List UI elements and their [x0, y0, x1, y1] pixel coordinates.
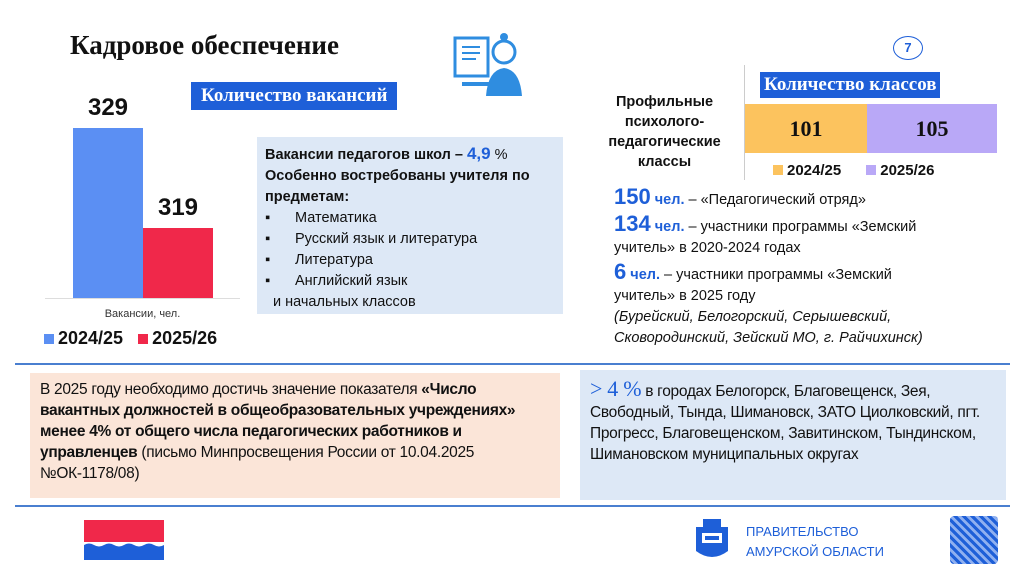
stat-item [614, 186, 1004, 211]
legend-label: 2025/26 [880, 162, 935, 179]
legend-label: 2024/25 [787, 162, 842, 179]
chart-baseline [45, 298, 240, 299]
vacancies-legend [44, 328, 217, 349]
cities-box [580, 370, 1006, 500]
vacancies-heading: Количество вакансий [191, 82, 397, 110]
legend-swatch [866, 165, 876, 175]
divider-line [15, 363, 1010, 365]
region-flag-logo [84, 520, 164, 560]
government-label [746, 522, 884, 562]
stat-number: 134 [614, 211, 651, 236]
page-title: Кадровое обеспечение [70, 30, 339, 60]
subjects-tail: и начальных классов [273, 294, 416, 310]
stat-unit: чел. [654, 219, 685, 235]
stat-text: – участники программы «Земский учитель» в 2025 году [614, 267, 892, 304]
goal-post: (письмо Минпросвещения России от 10.04.2025 №ОК-1178/08) [40, 444, 475, 482]
vacancy-rate-value: 4,9 [466, 144, 491, 163]
coat-of-arms-icon [693, 517, 731, 563]
teacher-icon [452, 30, 524, 100]
classes-value-2025: 105 [867, 104, 997, 153]
classes-value-2024: 101 [745, 104, 867, 153]
bar-value-label: 319 [157, 194, 199, 221]
legend-swatch [44, 334, 54, 344]
vacancies-chart [40, 80, 245, 340]
gov-line2: АМУРСКОЙ ОБЛАСТИ [746, 544, 884, 559]
stat-note: (Бурейский, Белогорский, Серышевский, Сковородинский, Зейский МО, г. Райчихинск) [614, 309, 923, 346]
stat-text: – участники программы «Земский учитель» в 2020-2024 годах [614, 219, 917, 256]
cities-text: в городах Белогорск, Благовещенск, Зея, Свободный, Тында, Шимановск, ЗАТО Циолковский, пгт. Прогресс, Благовещенском, Завитинском, Тындинском, Шимановском муниципальных округах [590, 383, 980, 463]
vacancy-info-box [257, 137, 563, 314]
bullet-icon: ▪ [265, 231, 271, 247]
stats-list [614, 186, 1004, 349]
stat-text: – «Педагогический отряд» [684, 192, 866, 208]
classes-label: Профильные психолого-педагогические классы [608, 94, 721, 170]
cities-percent: > 4 % [590, 376, 642, 401]
subject-label: Английский язык [295, 273, 408, 289]
legend-swatch [138, 334, 148, 344]
bar-2024/25 [73, 128, 143, 298]
subject-item [265, 271, 555, 292]
classes-heading: Количество классов [760, 72, 940, 98]
bullet-icon: ▪ [265, 210, 271, 226]
subject-item [265, 208, 555, 229]
bar-value-label: 329 [87, 94, 129, 121]
legend-label: 2025/26 [152, 328, 218, 348]
bullet-icon: ▪ [265, 252, 271, 268]
subject-item [265, 250, 555, 271]
subject-label: Литература [295, 252, 373, 268]
goal-bold: «Число вакантных должностей в общеобразовательных учреждениях» менее 4% от общего числа педагогических работников и управленцев [40, 381, 516, 461]
subject-label: Математика [295, 210, 377, 226]
classes-legend [773, 162, 934, 179]
stat-number: 6 [614, 259, 627, 284]
subjects-heading: Особенно востребованы учителя по предметам: [265, 168, 530, 205]
stat-number: 150 [614, 184, 651, 209]
stat-unit: чел. [630, 267, 661, 283]
legend-swatch [773, 165, 783, 175]
legend-label: 2024/25 [58, 328, 124, 348]
divider-line [15, 505, 1010, 507]
bar-2025/26 [143, 228, 213, 298]
stat-item [614, 213, 934, 259]
bullet-icon: ▪ [265, 273, 271, 289]
qr-code[interactable] [950, 516, 998, 564]
vacancy-rate-label: Вакансии педагогов школ – [265, 147, 467, 163]
stat-item [614, 261, 934, 307]
page-number: 7 [893, 36, 923, 60]
gov-line1: ПРАВИТЕЛЬСТВО [746, 524, 859, 539]
subject-item [265, 229, 555, 250]
stat-unit: чел. [654, 192, 685, 208]
axis-label: Вакансии, чел. [104, 308, 181, 320]
goal-pre: В 2025 году необходимо достичь значение показателя [40, 381, 422, 398]
percent-sign: % [490, 147, 508, 163]
goal-box [30, 373, 560, 498]
subject-label: Русский язык и литература [295, 231, 478, 247]
